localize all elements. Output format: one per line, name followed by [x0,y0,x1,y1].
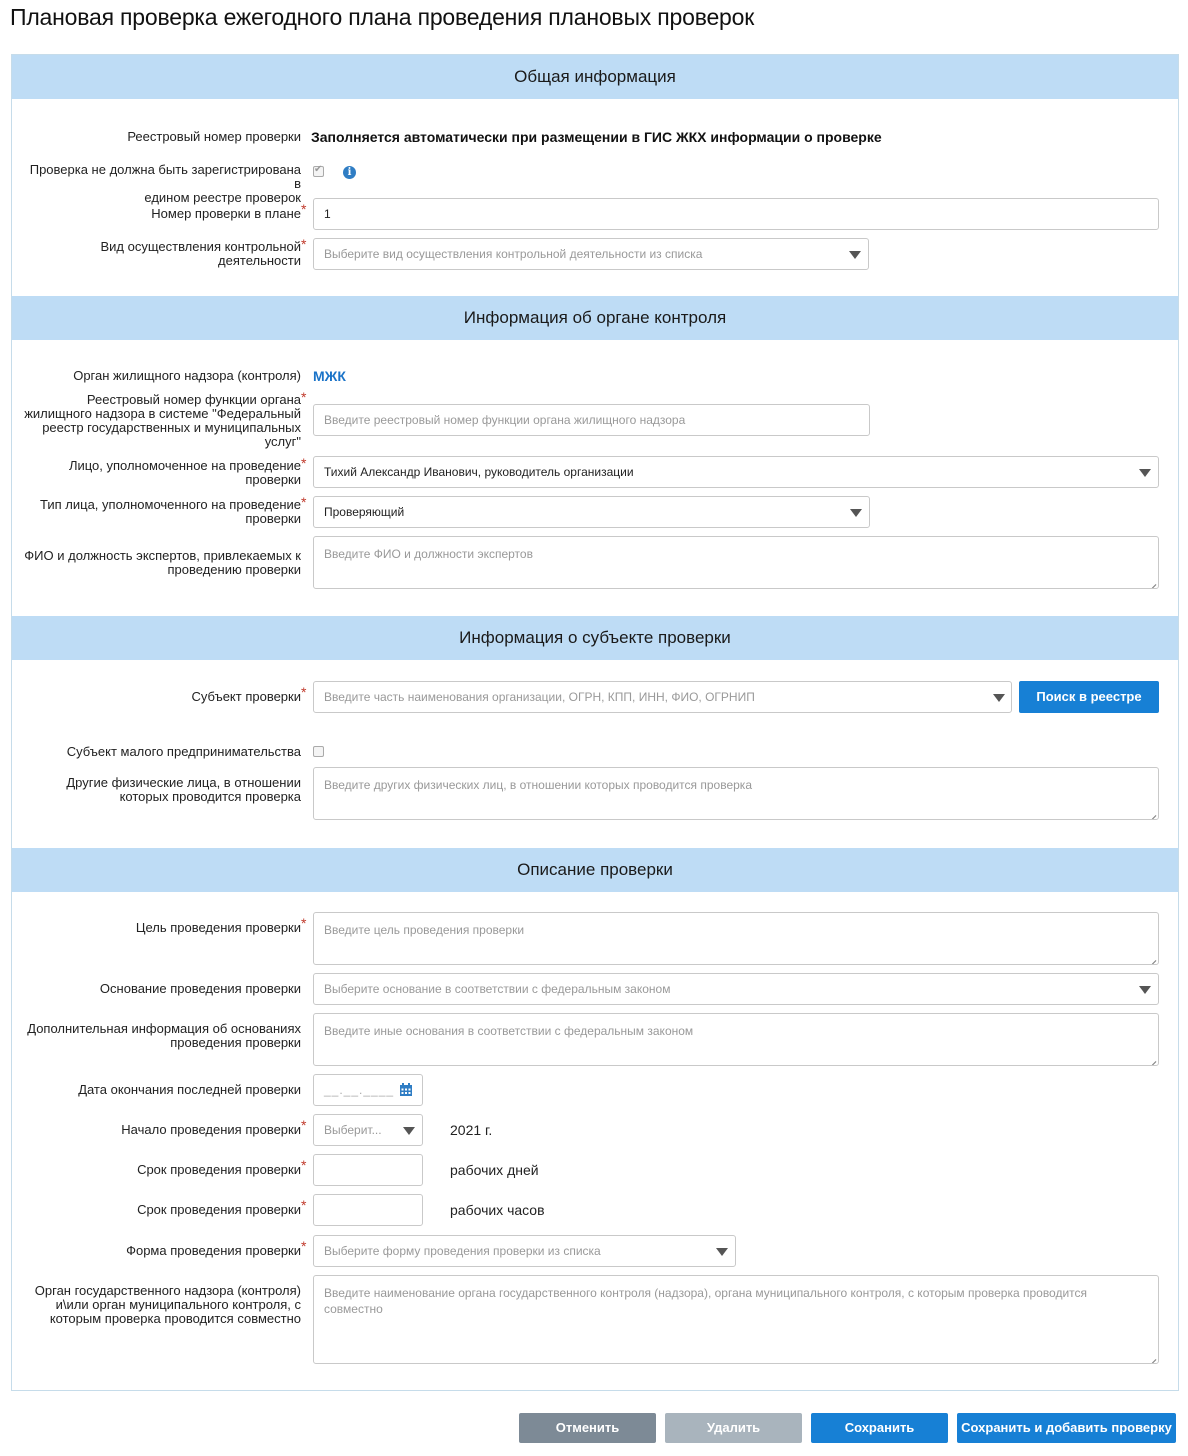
person-type-select[interactable] [313,496,870,528]
save-add-button[interactable]: Сохранить и добавить проверку [957,1413,1176,1443]
plan-number-value: 1 [324,207,331,221]
days-unit: рабочих дней [450,1162,539,1178]
required-asterisk: * [301,1157,307,1173]
form-select[interactable] [313,1235,736,1267]
inspection-form [11,54,1179,1391]
subject-select[interactable] [313,681,1012,713]
experts-label-line1: ФИО и должность экспертов, привлекаемых к [24,548,301,563]
joint-label-line2: и\или орган муниципального контроля, с [55,1297,301,1312]
joint-label-line1: Орган государственного надзора (контроля) [34,1283,301,1298]
basis-placeholder: Выберите основание в соответствии с федеральным законом [324,982,671,996]
joint-label [24,1284,301,1326]
required-asterisk: * [301,201,307,217]
start-label: Начало проведения проверки [121,1122,301,1137]
function-number-label [24,393,301,449]
goal-textarea[interactable] [313,912,1159,965]
goal-label: Цель проведения проверки [135,920,301,935]
calendar-icon[interactable] [399,1083,413,1097]
experts-label-line2: проведению проверки [167,562,301,577]
save-button[interactable]: Сохранить [811,1413,948,1443]
days-label: Срок проведения проверки [137,1162,301,1177]
chevron-down-icon[interactable] [993,694,1005,702]
small-business-label: Субъект малого предпринимательства [66,744,301,759]
not-registered-label [24,163,301,205]
extra-placeholder: Введите иные основания в соответствии с федеральным законом [324,1024,694,1038]
chevron-down-icon[interactable] [849,251,861,259]
days-input[interactable] [313,1154,423,1186]
form-label: Форма проведения проверки [126,1243,301,1258]
person-label [24,459,301,487]
registry-number-label: Реестровый номер проверки [127,129,301,144]
organ-label: Орган жилищного надзора (контроля) [73,368,301,383]
joint-label-line3: которым проверка проводится совместно [49,1311,301,1326]
function-number-label-line3: реестр государственных и муниципальных [42,420,301,435]
required-asterisk: * [301,389,307,405]
function-number-label-line1: Реестровый номер функции органа [86,392,301,407]
search-registry-button[interactable]: Поиск в реестре [1019,681,1159,713]
required-asterisk: * [301,684,307,700]
info-icon[interactable]: i [343,166,356,179]
required-asterisk: * [301,1197,307,1213]
chevron-down-icon[interactable] [850,509,862,517]
control-kind-label [24,240,301,268]
control-kind-select[interactable] [313,238,869,270]
not-registered-checkbox[interactable] [313,166,324,177]
others-label [24,776,301,804]
required-asterisk: * [301,455,307,471]
others-label-line1: Другие физические лица, в отношении [66,775,301,790]
plan-number-input[interactable] [313,198,1159,230]
function-number-input[interactable] [313,404,870,436]
required-asterisk: * [301,494,307,510]
control-kind-label-line1: Вид осуществления контрольной [100,239,301,254]
not-registered-label-line1: Проверка не должна быть зарегистрирована в [29,162,301,191]
extra-label [24,1022,301,1050]
person-label-line1: Лицо, уполномоченное на проведение [68,458,301,473]
function-number-placeholder: Введите реестровый номер функции органа жилищного надзора [324,413,686,427]
resize-grip-icon[interactable] [1147,1054,1156,1063]
organ-link[interactable]: МЖК [313,368,346,384]
section-authority-header: Информация об органе контроля [12,296,1178,340]
not-registered-label-line2: едином реестре проверок [144,190,301,205]
subject-placeholder: Введите часть наименования организации, ОГРН, КПП, ИНН, ФИО, ОГРНИП [324,690,755,704]
experts-textarea[interactable] [313,536,1159,589]
chevron-down-icon[interactable] [1139,986,1151,994]
person-label-line2: проверки [245,472,301,487]
chevron-down-icon[interactable] [716,1248,728,1256]
person-select[interactable] [313,456,1159,488]
last-date-label: Дата окончания последней проверки [78,1082,301,1097]
person-value: Тихий Александр Иванович, руководитель организации [324,465,634,479]
required-asterisk: * [301,915,307,931]
extra-label-line1: Дополнительная информация об основаниях [27,1021,301,1036]
plan-number-label: Номер проверки в плане [151,206,301,221]
hours-unit: рабочих часов [450,1202,545,1218]
person-type-label [24,498,301,526]
form-placeholder: Выберите форму проведения проверки из списка [324,1244,601,1258]
start-year: 2021 г. [450,1122,493,1138]
resize-grip-icon[interactable] [1147,808,1156,817]
hours-label: Срок проведения проверки [137,1202,301,1217]
delete-button[interactable]: Удалить [665,1413,802,1443]
others-textarea[interactable] [313,767,1159,820]
resize-grip-icon[interactable] [1147,577,1156,586]
start-placeholder: Выберит... [324,1123,382,1137]
function-number-label-line4: услуг" [264,434,301,449]
required-asterisk: * [301,1238,307,1254]
required-asterisk: * [301,236,307,252]
chevron-down-icon[interactable] [1139,469,1151,477]
basis-label: Основание проведения проверки [99,981,301,996]
experts-placeholder: Введите ФИО и должности экспертов [324,547,533,561]
page-title: Плановая проверка ежегодного плана проведения плановых проверок [10,4,755,30]
experts-label [24,549,301,577]
subject-label: Субъект проверки [191,689,301,704]
last-date-mask: __.__.____ [324,1083,395,1097]
extra-textarea[interactable] [313,1013,1159,1066]
resize-grip-icon[interactable] [1147,953,1156,962]
person-type-value: Проверяющий [324,505,405,519]
function-number-label-line2: жилищного надзора в системе "Федеральный [24,406,301,421]
registry-number-value: Заполняется автоматически при размещении в ГИС ЖКХ информации о проверке [311,129,882,145]
joint-placeholder: Введите наименование органа государственного контроля (надзора), органа муниципального контроля, с которым проверка проводится совместно [324,1286,1088,1316]
hours-input[interactable] [313,1194,423,1226]
goal-placeholder: Введите цель проведения проверки [324,923,525,937]
person-type-label-line1: Тип лица, уполномоченного на проведение [40,497,301,512]
person-type-label-line2: проверки [245,511,301,526]
section-description-header: Описание проверки [12,848,1178,892]
small-business-checkbox[interactable] [313,746,324,757]
control-kind-placeholder: Выберите вид осуществления контрольной деятельности из списка [324,247,703,261]
section-subject-header: Информация о субъекте проверки [12,616,1178,660]
joint-textarea[interactable] [313,1275,1159,1364]
extra-label-line2: проведения проверки [170,1035,301,1050]
cancel-button[interactable]: Отменить [519,1413,656,1443]
chevron-down-icon[interactable] [403,1127,415,1135]
others-placeholder: Введите других физических лиц, в отношении которых проводится проверка [324,778,752,792]
basis-select[interactable] [313,973,1159,1005]
section-general-header: Общая информация [12,55,1178,99]
required-asterisk: * [301,1117,307,1133]
resize-grip-icon[interactable] [1147,1352,1156,1361]
control-kind-label-line2: деятельности [218,253,301,268]
others-label-line2: которых проводится проверка [119,789,301,804]
